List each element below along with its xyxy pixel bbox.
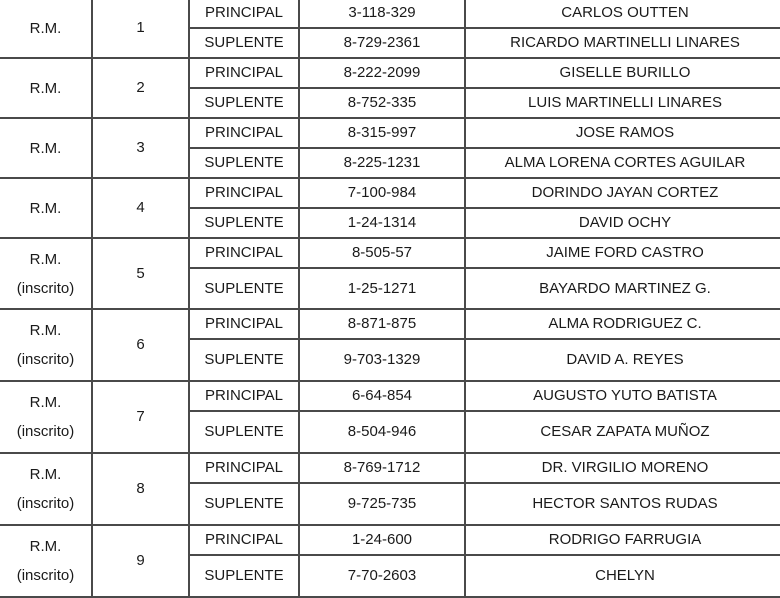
- party-cell: [0, 118, 92, 178]
- role-cell: PRINCIPAL: [189, 381, 299, 411]
- id-number-cell: 8-505-57: [299, 238, 465, 268]
- role-cell: PRINCIPAL: [189, 238, 299, 268]
- candidate-name-cell: CHELYN: [465, 555, 780, 597]
- circuit-number-cell: 2: [92, 58, 189, 118]
- id-number-cell: 8-729-2361: [299, 28, 465, 58]
- candidate-name-cell: GISELLE BURILLO: [465, 58, 780, 88]
- id-number-cell: 1-24-600: [299, 525, 465, 555]
- party-cell: [0, 178, 92, 238]
- party-label: R.M.: [29, 79, 62, 97]
- party-cell: [0, 309, 92, 381]
- role-cell: PRINCIPAL: [189, 118, 299, 148]
- party-label: R.M.: [29, 322, 62, 339]
- candidate-name-cell: HECTOR SANTOS RUDAS: [465, 483, 780, 525]
- party-cell: [0, 381, 92, 453]
- candidate-name-cell: ALMA RODRIGUEZ C.: [465, 309, 780, 339]
- circuit-number-cell: 5: [92, 238, 189, 309]
- circuit-number-cell: 1: [92, 0, 189, 58]
- party-cell: [0, 238, 92, 309]
- party-note: (inscrito): [16, 423, 75, 440]
- role-cell: PRINCIPAL: [189, 309, 299, 339]
- id-number-cell: 7-100-984: [299, 178, 465, 208]
- table-row-principal: [0, 525, 780, 555]
- party-label: R.M.: [29, 466, 62, 483]
- role-cell: PRINCIPAL: [189, 178, 299, 208]
- id-number-cell: 1-25-1271: [299, 268, 465, 309]
- party-note: (inscrito): [16, 279, 75, 297]
- table-row-principal: [0, 309, 780, 339]
- party-cell: [0, 0, 92, 58]
- party-cell: [0, 453, 92, 525]
- candidate-name-cell: DAVID A. REYES: [465, 339, 780, 381]
- id-number-cell: 9-703-1329: [299, 339, 465, 381]
- id-number-cell: 6-64-854: [299, 381, 465, 411]
- role-cell: SUPLENTE: [189, 268, 299, 309]
- id-number-cell: 8-871-875: [299, 309, 465, 339]
- id-number-cell: 8-752-335: [299, 88, 465, 118]
- role-cell: SUPLENTE: [189, 339, 299, 381]
- candidate-name-cell: AUGUSTO YUTO BATISTA: [465, 381, 780, 411]
- table-row-principal: [0, 0, 780, 28]
- candidate-name-cell: JOSE RAMOS: [465, 118, 780, 148]
- role-cell: SUPLENTE: [189, 483, 299, 525]
- table-row-principal: [0, 381, 780, 411]
- table-row-principal: [0, 238, 780, 268]
- candidate-name-cell: RICARDO MARTINELLI LINARES: [465, 28, 780, 58]
- id-number-cell: 1-24-1314: [299, 208, 465, 238]
- circuit-number-cell: 6: [92, 309, 189, 381]
- candidate-name-cell: DORINDO JAYAN CORTEZ: [465, 178, 780, 208]
- candidate-name-cell: DR. VIRGILIO MORENO: [465, 453, 780, 483]
- circuit-number-cell: 8: [92, 453, 189, 525]
- id-number-cell: 8-504-946: [299, 411, 465, 453]
- id-number-cell: 8-222-2099: [299, 58, 465, 88]
- role-cell: SUPLENTE: [189, 555, 299, 597]
- role-cell: PRINCIPAL: [189, 453, 299, 483]
- id-number-cell: 9-725-735: [299, 483, 465, 525]
- table-row-principal: [0, 58, 780, 88]
- id-number-cell: 8-769-1712: [299, 453, 465, 483]
- circuit-number-cell: 4: [92, 178, 189, 238]
- table-row-principal: [0, 178, 780, 208]
- party-label: R.M.: [29, 250, 62, 268]
- party-note: (inscrito): [16, 495, 75, 512]
- table-row-principal: [0, 453, 780, 483]
- table-row-principal: [0, 118, 780, 148]
- party-label: R.M.: [29, 394, 62, 411]
- id-number-cell: 3-118-329: [299, 0, 465, 28]
- candidate-name-cell: LUIS MARTINELLI LINARES: [465, 88, 780, 118]
- id-number-cell: 7-70-2603: [299, 555, 465, 597]
- role-cell: PRINCIPAL: [189, 0, 299, 28]
- circuit-number-cell: 7: [92, 381, 189, 453]
- candidate-name-cell: DAVID OCHY: [465, 208, 780, 238]
- circuit-number-cell: 3: [92, 118, 189, 178]
- role-cell: SUPLENTE: [189, 28, 299, 58]
- candidate-name-cell: BAYARDO MARTINEZ G.: [465, 268, 780, 309]
- role-cell: SUPLENTE: [189, 208, 299, 238]
- party-note: (inscrito): [16, 351, 75, 368]
- role-cell: PRINCIPAL: [189, 525, 299, 555]
- role-cell: SUPLENTE: [189, 411, 299, 453]
- party-label: R.M.: [29, 538, 62, 555]
- role-cell: SUPLENTE: [189, 88, 299, 118]
- circuit-number-cell: 9: [92, 525, 189, 597]
- party-cell: [0, 58, 92, 118]
- role-cell: PRINCIPAL: [189, 58, 299, 88]
- party-label: R.M.: [29, 139, 62, 157]
- party-cell: [0, 525, 92, 597]
- party-note: (inscrito): [16, 567, 75, 584]
- id-number-cell: 8-225-1231: [299, 148, 465, 178]
- party-label: R.M.: [29, 19, 62, 37]
- candidate-name-cell: RODRIGO FARRUGIA: [465, 525, 780, 555]
- party-label: R.M.: [29, 199, 62, 217]
- role-cell: SUPLENTE: [189, 148, 299, 178]
- candidate-name-cell: JAIME FORD CASTRO: [465, 238, 780, 268]
- candidate-name-cell: ALMA LORENA CORTES AGUILAR: [465, 148, 780, 178]
- candidate-name-cell: CESAR ZAPATA MUÑOZ: [465, 411, 780, 453]
- id-number-cell: 8-315-997: [299, 118, 465, 148]
- candidate-name-cell: CARLOS OUTTEN: [465, 0, 780, 28]
